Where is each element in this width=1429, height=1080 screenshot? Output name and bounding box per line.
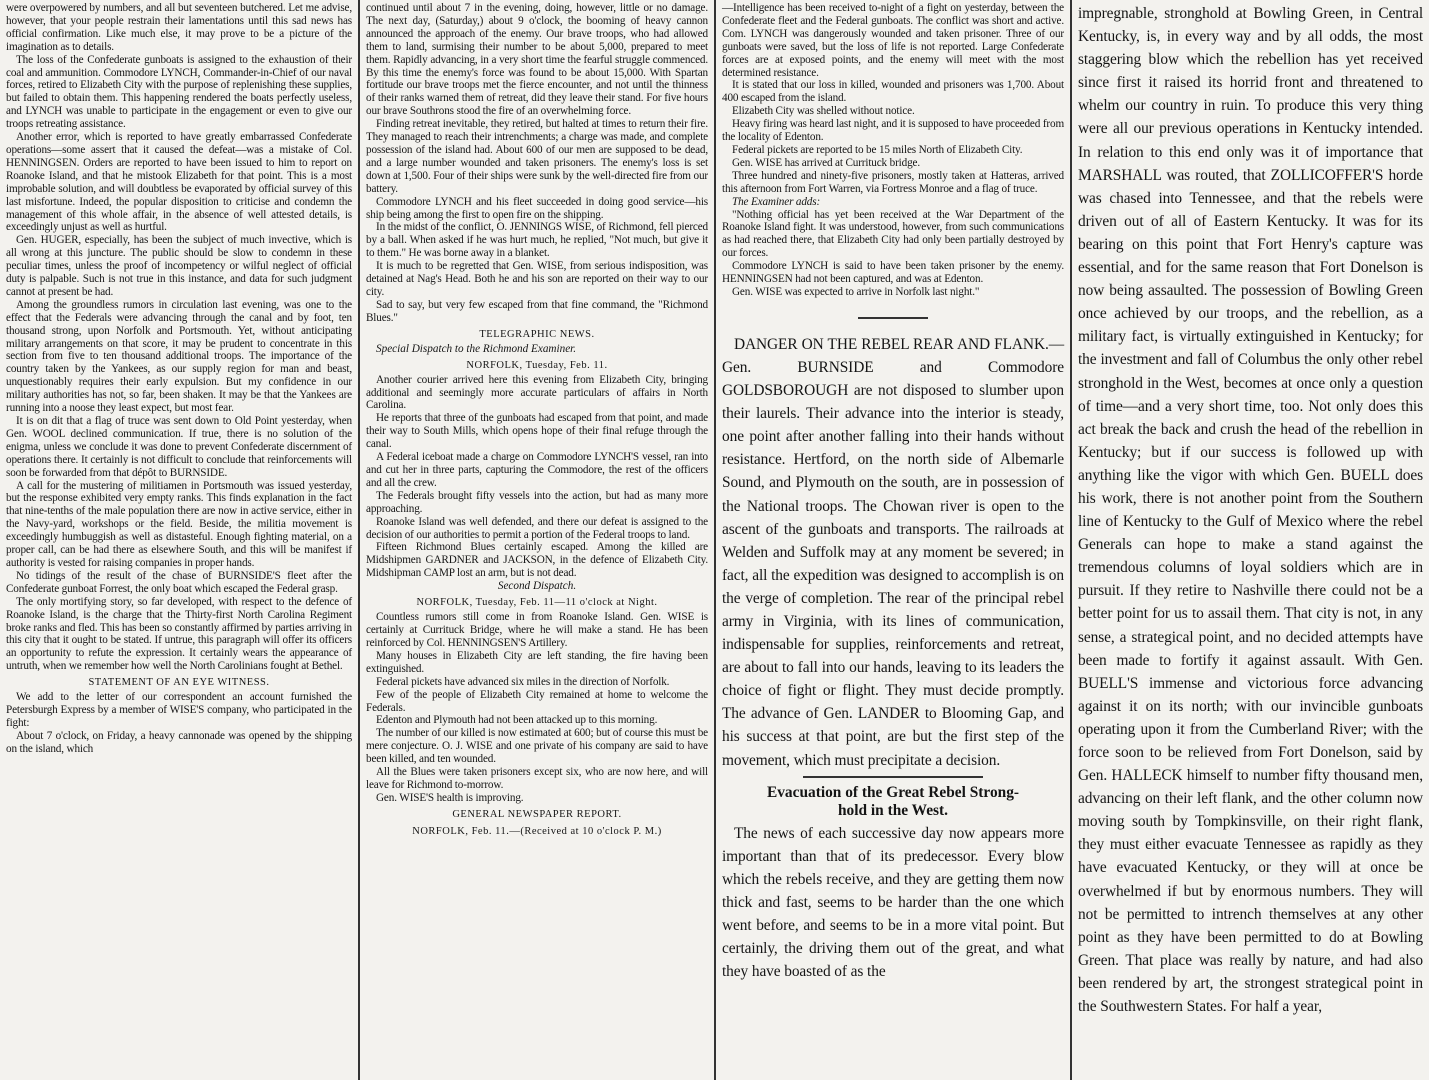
paragraph: Sad to say, but very few escaped from that fine command, the "Richmond Blues."	[366, 298, 708, 324]
article-heading-line: hold in the West.	[837, 801, 949, 819]
paragraph: Among the groundless rumors in circulation last evening, was one to the effect that the Federals were advancing through the canal and by foot, ten thousand strong, upon Norfolk and Portsmouth. Yet, without anticipating military arrangements on that score, it may be prudent to concentrate in this section from five to ten thousand additional troops. The importance of the country taken by the Yankees, as our supply region for man and beast, unquestionably requires their early expulsion. But my confidence in our military authorities has not, so far, been shaken. It may be that the Yankees are running into a noose they least expect, but most fear.	[6, 298, 352, 415]
column-3	[716, 0, 1072, 1080]
paragraph: The Examiner adds:	[732, 195, 821, 208]
paragraph: Another courier arrived here this evening from Elizabeth City, bringing additional and seemingly more accurate particulars of affairs in North Carolina.	[366, 373, 708, 412]
paragraph: In the midst of the conflict, O. JENNINGS WISE, of Richmond, fell pierced by a ball. When asked if he was hurt much, he replied, "Not much, but give it to them." He was borne away in a blanket.	[366, 221, 708, 260]
paragraph: Another error, which is reported to have greatly embarrassed Confederate operations—some assert that it caused the defeat—was a mistake of Col. HENNINGSEN. Orders are reported to have been issued to him to report on Roanoke Island, and that he mistook Elizabeth for that point. This is a most improbable solution, and will doubtless be evaporated by official survey of this last misfortune. Indeed, the popular disposition to criticise and condemn the management of this whole affair, in the absence of well attested details, is exceedingly unjust as well as hurtful.	[6, 131, 352, 234]
paragraph: It is on dit that a flag of truce was sent down to Old Point yesterday, when Gen. WOOL declined communication. If true, there is no solution of the enigma, unless we conclude it was done to prevent Confederate discernment of operations there. It certainly is not difficult to conclude that reinforcements will soon be forwarded from that dépôt to BURNSIDE.	[6, 415, 352, 479]
paragraph: Gen. WISE was expected to arrive in Norfolk last night."	[732, 285, 980, 298]
section-heading: STATEMENT OF AN EYE WITNESS.	[88, 677, 270, 689]
dateline: NORFOLK, Tuesday, Feb. 11—11 o'clock at Night.	[416, 597, 658, 609]
divider	[858, 317, 928, 319]
column-2	[360, 0, 716, 1080]
paragraph: Gen. WISE'S health is improving.	[376, 791, 524, 804]
paragraph: It is stated that our loss in killed, wounded and prisoners was 1,700. About 400 escaped from the island.	[722, 79, 1064, 105]
section-heading: GENERAL NEWSPAPER REPORT.	[452, 808, 622, 820]
paragraph: Commodore LYNCH and his fleet succeeded in doing good service—his ship being among the first to open fire on the shipping.	[366, 195, 708, 221]
column-1	[0, 0, 360, 1080]
paragraph: Gen. WISE has arrived at Currituck bridge.	[732, 156, 920, 169]
paragraph: A Federal iceboat made a charge on Commodore LYNCH'S vessel, ran into and cut her in three parts, capturing the Commodore, the rest of the officers and all the crew.	[366, 451, 708, 489]
paragraph: Many houses in Elizabeth City are left standing, the fire having been extinguished.	[366, 649, 708, 675]
paragraph: Gen. HUGER, especially, has been the subject of much invective, which is all wrong at this juncture. The public should be slow to condemn in these peculiar times, unless the proof of incompetency or wilful neglect of official duty is palpable. Such is not true in this instance, and data for such judgment cannot at present be had.	[6, 234, 352, 298]
paragraph: He reports that three of the gunboats had escaped from that point, and made their way to South Mills, which opens hope of their final refuge through the canal.	[366, 412, 708, 451]
paragraph: No tidings of the result of the chase of BURNSIDE'S fleet after the Confederate gunboat Forrest, the only boat which escaped the Federal grasp.	[6, 569, 352, 595]
divider	[803, 776, 983, 778]
paragraph: continued until about 7 in the evening, doing, however, little or no damage. The next day, (Saturday,) about 9 o'clock, the booming of heavy cannon announced the approach of the enemy. Our brave troops, who had allowed them to land, surmising their number to be about 5,000, prepared to meet them. Rapidly advancing, in a very short time the fearful struggle commenced. By this time the enemy's force was found to be about 15,000. With Spartan fortitude our brave troops met the fierce encounter, and not until the thinness of their ranks warned them of retreat, did they leave their stand. For five hours our brave Southrons stood the fire of an overwhelming force.	[366, 2, 708, 118]
paragraph: Edenton and Plymouth had not been attacked up to this morning.	[376, 714, 658, 727]
paragraph: Commodore LYNCH is said to have been taken prisoner by the enemy. HENNINGSEN had not been captured, and was at Edenton.	[722, 260, 1064, 286]
paragraph: The Federals brought fifty vessels into the action, but had as many more approaching.	[366, 489, 708, 515]
paragraph: —Intelligence has been received to-night of a fight on yesterday, between the Confederate fleet and the Federal gunboats. The conflict was short and active. Com. LYNCH was dangerously wounded and taken prisoner. Three of our gunboats were saved, but the loss of life is not reported. Large Confederate forces are at exposed points, and the enemy will meet with the most determined resistance.	[722, 2, 1064, 79]
paragraph: were overpowered by numbers, and all but seventeen butchered. Let me advise, however, that your people restrain their lamentations until this sad news has official confirmation. Like much else, it may prove to be a picture of the imagination as to details.	[6, 2, 352, 53]
paragraph: We add to the letter of our correspondent an account furnished the Petersburgh Express by a member of WISE'S company, who participated in the fight:	[6, 691, 352, 729]
paragraph: Federal pickets have advanced six miles in the direction of Norfolk.	[376, 675, 670, 688]
paragraph: It is much to be regretted that Gen. WISE, from serious indisposition, was detained at Nag's Head. Both he and his son are reported on their way to our city.	[366, 260, 708, 298]
column-4	[1072, 0, 1429, 1080]
paragraph: Few of the people of Elizabeth City remained at home to welcome the Federals.	[366, 688, 708, 714]
section-heading: TELEGRAPHIC NEWS.	[479, 328, 595, 340]
paragraph: All the Blues were taken prisoners except six, who are now here, and will leave for Richmond to-morrow.	[366, 766, 708, 791]
paragraph: A call for the mustering of militiamen in Portsmouth was issued yesterday, but the response exhibited very empty ranks. This finds explanation in the fact that nine-tenths of the male population there are now in active service, either in the Navy-yard, workshops or the field. Beside, the militia movement is exceedingly humbuggish as well as distasteful. Enough fighting material, on a proper call, can be had there as elsewhere South, and this will be manifest if authority is vested for raising companies in proper hands.	[6, 479, 352, 569]
paragraph: The only mortifying story, so far developed, with respect to the defence of Roanoke Island, is the charge that the Thirty-first North Carolina Regiment broke ranks and fled. This has been so constantly affirmed by parties arriving in this city that it ought to be stated. If untrue, this paragraph will offer its officers an opportunity to refute the expression. It certainly wears the appearance of untruth, when we remember how well the North Carolinians fought at Bethel.	[6, 595, 352, 673]
paragraph: Elizabeth City was shelled without notice.	[732, 105, 915, 118]
paragraph: impregnable, stronghold at Bowling Green, in Central Kentucky, is, in every way and by all odds, the most staggering blow which the rebellion has yet received since first it raised its horrid front and threatened to whelm our country in ruin. To produce this very thing were all our previous operations in Kentucky intended. In relation to this end only was it of importance that MARSHALL was routed, that ZOLLICOFFER'S horde was chased into Tennessee, and that the rebels were driven out of all of Eastern Kentucky. It was for its bearing on this point that Fort Henry's capture was essential, and for the same reason that Fort Donelson is now being assaulted. The possession of Bowling Green once achieved by our troops, and the rebellion, as a military fact, is virtually extinguished in Kentucky; for the investment and fall of Columbus the only other rebel stronghold in the West, becomes at once only a question of time—and a very short time, too. Not only does this act break the back and crush the head of the rebellion in Kentucky; but if our success is followed up with anything like the vigor with which Gen. BUELL does his work, there is not another point from the Southern line of Kentucky to the Gulf of Mexico where the rebel Generals can hope to make a stand against the tremendous columns of loyal soldiers which are in pursuit. If they retire to Nashville there could not be a better point for us to assail them. That city is not, in any sense, a strategical point, and no decided attempts have been made to fortify it against assault. With Gen. BUELL'S immense and victorious force advancing against it on its north; with our invincible gunboats operating upon it from the Cumberland River; with the force soon to be relieved from Fort Donelson, said by Gen. HALLECK himself to number fifty thousand men, advancing on their left flank, and the other column now moving south by Tompkinsville, on their right flank, they must either evacuate Tennessee as rapidly as they have evacuated Kentucky, or they will at once be overwhelmed if but by enormous numbers. They will not be permitted to intrench themselves at any other point as they have been permitted to do at Bowling Green. That place was really by nature, and had also been rendered by art, the strongest strategical point in the Southwestern States. For half a year,	[1078, 5, 1423, 1016]
paragraph: Finding retreat inevitable, they retired, but halted at times to return their fire. They managed to reach their intrenchments; a charge was made, and complete possession of the island had. About 600 of our men are supposed to be dead, and a large number wounded and taken prisoners. The enemy's loss is set down at 1,500. Four of their ships were sunk by the well-directed fire from our battery.	[366, 118, 708, 195]
section-heading: Second Dispatch.	[497, 580, 577, 593]
paragraph: Heavy firing was heard last night, and it is supposed to have proceeded from the locality of Edenton.	[722, 118, 1064, 144]
paragraph: Countless rumors still come in from Roanoke Island. Gen. WISE is certainly at Currituck Bridge, where he will make a stand. He has been reinforced by Col. HENNINGSEN'S Artillery.	[366, 611, 708, 649]
article-heading-line: Evacuation of the Great Rebel Strong-	[766, 783, 1020, 801]
article-heading	[722, 784, 1064, 820]
subheading: Special Dispatch to the Richmond Examiner.	[376, 342, 577, 355]
paragraph: DANGER ON THE REBEL REAR AND FLANK.—Gen. BURNSIDE and Commodore GOLDSBOROUGH are not disposed to slumber upon their laurels. Their advance into the interior is steady, one point after another falling into their hands without resistance. Hertford, on the north side of Albemarle Sound, and Plymouth on the south, are in possession of the National troops. The Chowan river is open to the ascent of the gunboats and transports. The railroads at Welden and Suffolk may at any moment be severed; in fact, all the expedition was designed to accomplish is on the verge of completion. The rear of the principal rebel army in Virginia, with its lines of communication, indispensable for supplies, reinforcements and retreat, are about to fall into our hands, leaving to its leaders the choice of fight or flight. They must decide promptly. The advance of Gen. LANDER to Blooming Gap, and his success at that point, are but the first step of the movement, which must precipitate a decision.	[722, 335, 1064, 769]
paragraph: The loss of the Confederate gunboats is assigned to the exhaustion of their coal and ammunition. Commodore LYNCH, Commander-in-Chief of our naval forces, retired to Elizabeth City with the purpose of replenishing these supplies, but failed to obtain them. This happening rendered the boats perfectly useless, and LYNCH was unable to participate in the engagement or even to give our troops retreating assistance.	[6, 53, 352, 131]
paragraph: The news of each successive day now appears more important than that of its predecessor. Every blow which the rebels receive, and they are getting them now thick and fast, seems to be harder than the one which went before, and seems to be in a more vital point. But certainly, the driving them out of the great, and what they have boasted of as the	[722, 824, 1064, 981]
paragraph: About 7 o'clock, on Friday, a heavy cannonade was opened by the shipping on the island, which	[6, 729, 352, 755]
paragraph: "Nothing official has yet been received at the War Department of the Roanoke Island fight. It was understood, however, from such communications as had reached there, that Elizabeth City had only been partially destroyed by our forces.	[722, 208, 1064, 260]
paragraph: Three hundred and ninety-five prisoners, mostly taken at Hatteras, arrived this afternoon from Fort Warren, via Fortress Monroe and a flag of truce.	[722, 169, 1064, 195]
paragraph: Fifteen Richmond Blues certainly escaped. Among the killed are Midshipmen GARDNER and JACKSON, in the defence of Elizabeth City. Midshipman CAMP lost an arm, but is not dead.	[366, 541, 708, 580]
dateline: NORFOLK, Tuesday, Feb. 11.	[466, 359, 608, 371]
dateline: NORFOLK, Feb. 11.—(Received at 10 o'clock P. M.)	[412, 825, 662, 837]
paragraph: Roanoke Island was well defended, and there our defeat is assigned to the decision of our authorities to permit a portion of the Federal troops to land.	[366, 515, 708, 541]
paragraph: Federal pickets are reported to be 15 miles North of Elizabeth City.	[732, 143, 1023, 156]
paragraph: The number of our killed is now estimated at 600; but of course this must be mere conjecture. O. J. WISE and one private of his company are said to have been killed, and ten wounded.	[366, 727, 708, 766]
